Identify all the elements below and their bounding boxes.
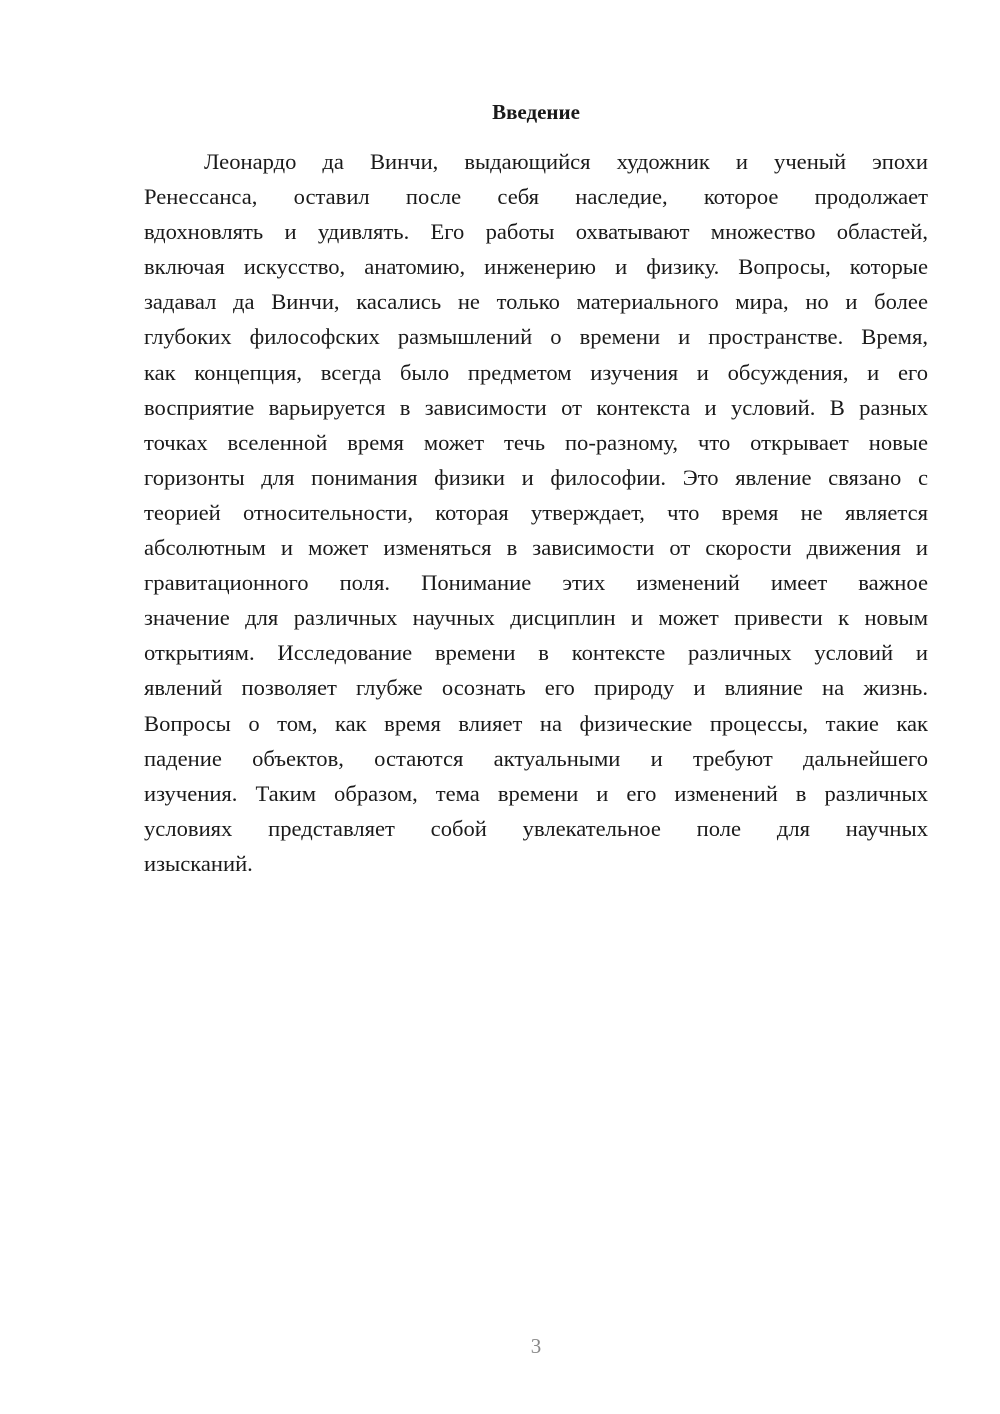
- paragraph-line: Ренессанса, оставил после себя наследие, которое продолжает: [144, 184, 928, 210]
- paragraph-line: условиях представляет собой увлекательное поле для научных: [144, 815, 928, 841]
- paragraph-line: как концепция, всегда было предметом изучения и обсуждения, и его: [144, 359, 928, 385]
- paragraph-line: явлений позволяет глубже осознать его природу и влияние на жизнь.: [144, 675, 928, 701]
- paragraph-line: точках вселенной время может течь по-разному, что открывает новые: [144, 429, 928, 455]
- paragraph-line: вдохновлять и удивлять. Его работы охватывают множество областей,: [144, 219, 928, 245]
- paragraph-line: гравитационного поля. Понимание этих изменений имеет важное: [144, 570, 928, 596]
- paragraph-line: открытиям. Исследование времени в контексте различных условий и: [144, 640, 928, 666]
- paragraph-line: глубоких философских размышлений о времени и пространстве. Время,: [144, 324, 928, 350]
- paragraph-line: изысканий.: [144, 850, 253, 876]
- paragraph-line: горизонты для понимания физики и философии. Это явление связано с: [144, 464, 928, 490]
- page-number: 3: [530, 1334, 542, 1358]
- paragraph-line: Леонардо да Винчи, выдающийся художник и ученый эпохи: [204, 149, 928, 174]
- paragraph-line: падение объектов, остаются актуальными и требуют дальнейшего: [144, 745, 928, 771]
- section-heading: Введение: [492, 100, 580, 124]
- body-paragraph: [144, 144, 928, 881]
- paragraph-line: Вопросы о том, как время влияет на физические процессы, такие как: [144, 710, 928, 736]
- paragraph-line: теорией относительности, которая утверждает, что время не является: [144, 499, 928, 525]
- paragraph-line: включая искусство, анатомию, инженерию и физику. Вопросы, которые: [144, 254, 928, 280]
- paragraph-line: изучения. Таким образом, тема времени и его изменений в различных: [144, 780, 928, 806]
- paragraph-line: задавал да Винчи, касались не только материального мира, но и более: [144, 289, 928, 315]
- paragraph-line: восприятие варьируется в зависимости от контекста и условий. В разных: [144, 394, 928, 420]
- paragraph-line: абсолютным и может изменяться в зависимости от скорости движения и: [144, 535, 928, 561]
- paragraph-line: значение для различных научных дисциплин и может привести к новым: [144, 605, 928, 631]
